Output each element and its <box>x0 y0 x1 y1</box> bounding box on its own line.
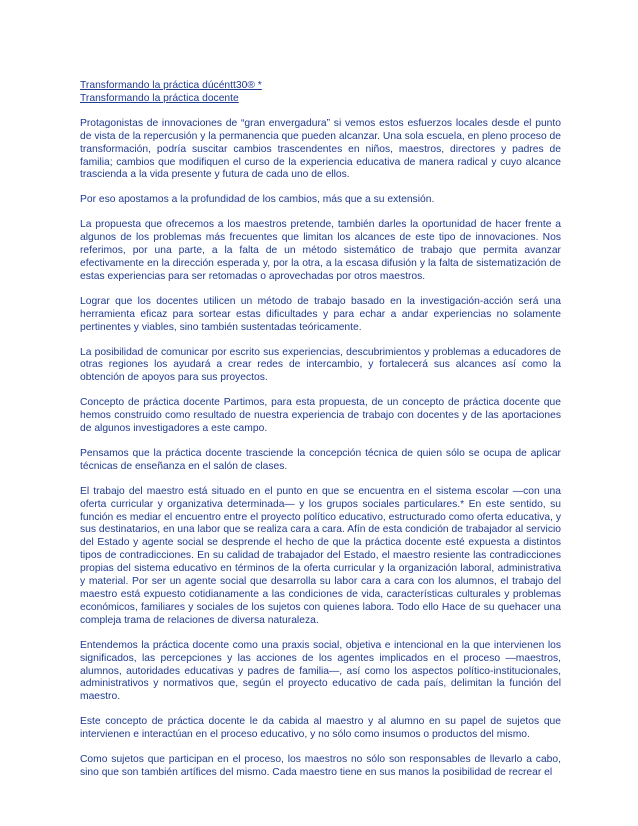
paragraph: Entendemos la práctica docente como una praxis social, objetiva e intencional en la que intervienen los significados, las percepciones y las acciones de los agentes implicados en el proceso —maestros, alumnos, autoridades educativas y padres de familia—, así como los aspectos político-institucionales, administrativos y normativos que, según el proyecto educativo de cada país, delimitan la función del maestro. <box>80 639 561 703</box>
paragraph: Protagonistas de innovaciones de “gran envergadura” si vemos estos esfuerzos locales desde el punto de vista de la repercusión y la permanencia que pueden alcanzar. Una sola escuela, en pleno proceso de transformación, podría suscitar cambios trascendentes en niños, maestros, directores y padres de familia; cambios que modifiquen el curso de la experiencia educativa de manera radical y cuyo alcance trascienda a la vida presente y futura de cada uno de ellos. <box>80 117 561 181</box>
paragraph: Por eso apostamos a la profundidad de los cambios, más que a su extensión. <box>80 194 435 206</box>
document-subtitle: Transformando la práctica docente <box>80 92 239 104</box>
paragraph: El trabajo del maestro está situado en el punto en que se encuentra en el sistema escolar —con una oferta curricular y organizativa determinada— y los grupos sociales particulares.* En este sentido, su función es mediar el encuentro entre el proyecto político educativo, estructurado como oferta educativa, y sus destinatarios, en una labor que se realiza cara a cara. Afín de esta condición de trabajador al servicio del Estado y agente social se desprende el hecho de que la práctica docente esté expuesta a distintos tipos de contradicciones. En su calidad de trabajador del Estado, el maestro resiente las contradicciones propias del sistema educativo en términos de la oferta curricular y la organización laboral, administrativa y material. Por ser un agente social que desarrolla su labor cara a cara con los alumnos, el trabajo del maestro está expuesto cotidianamente a las condiciones de vida, características culturales y problemas económicos, familiares y sociales de los sujetos con quienes labora. Todo ello Hace de su quehacer una compleja trama de relaciones de diversa naturaleza. <box>80 485 561 626</box>
paragraph: Lograr que los docentes utilicen un método de trabajo basado en la investigación-acción será una herramienta eficaz para sortear estas dificultades y para echar a andar experiencias no solamente pertinentes y viables, sino también sustentadas teóricamente. <box>80 295 561 333</box>
document-page <box>80 80 561 792</box>
paragraph: Este concepto de práctica docente le da cabida al maestro y al alumno en su papel de sujetos que intervienen e interactúan en el proceso educativo, y no sólo como insumos o productos del mismo. <box>80 716 561 741</box>
paragraph: Pensamos que la práctica docente trasciende la concepción técnica de quien sólo se ocupa de aplicar técnicas de enseñanza en el salón de clases. <box>80 447 561 472</box>
paragraph: Como sujetos que participan en el proceso, los maestros no sólo son responsables de llevarlo a cabo, sino que son también artífices del mismo. Cada maestro tiene en sus manos la posibilidad de recrear el <box>80 754 561 778</box>
document-title: Transformando la práctica dúcéntt30® * <box>80 80 262 91</box>
paragraph: La posibilidad de comunicar por escrito sus experiencias, descubrimientos y problemas a educadores de otras regiones los ayudará a crear redes de intercambio, y fortalecerá sus alcances así como la obtención de apoyos para sus proyectos. <box>80 346 561 384</box>
paragraph: La propuesta que ofrecemos a los maestros pretende, también darles la oportunidad de hacer frente a algunos de los problemas más frecuentes que limitan los alcances de este tipo de innovaciones. Nos referimos, por una parte, a la falta de un método sistemático de trabajo que permita avanzar efectivamente en la dirección esperada y, por la otra, a la escasa difusión y la falta de sistematización de estas experiencias para ser retomadas o aprovechadas por otros maestros. <box>80 219 561 282</box>
paragraph: Concepto de práctica docente Partimos, para esta propuesta, de un concepto de práctica docente que hemos construido como resultado de nuestra experiencia de trabajo con docentes y de las aportaciones de algunos investigadores a este campo. <box>80 397 561 435</box>
